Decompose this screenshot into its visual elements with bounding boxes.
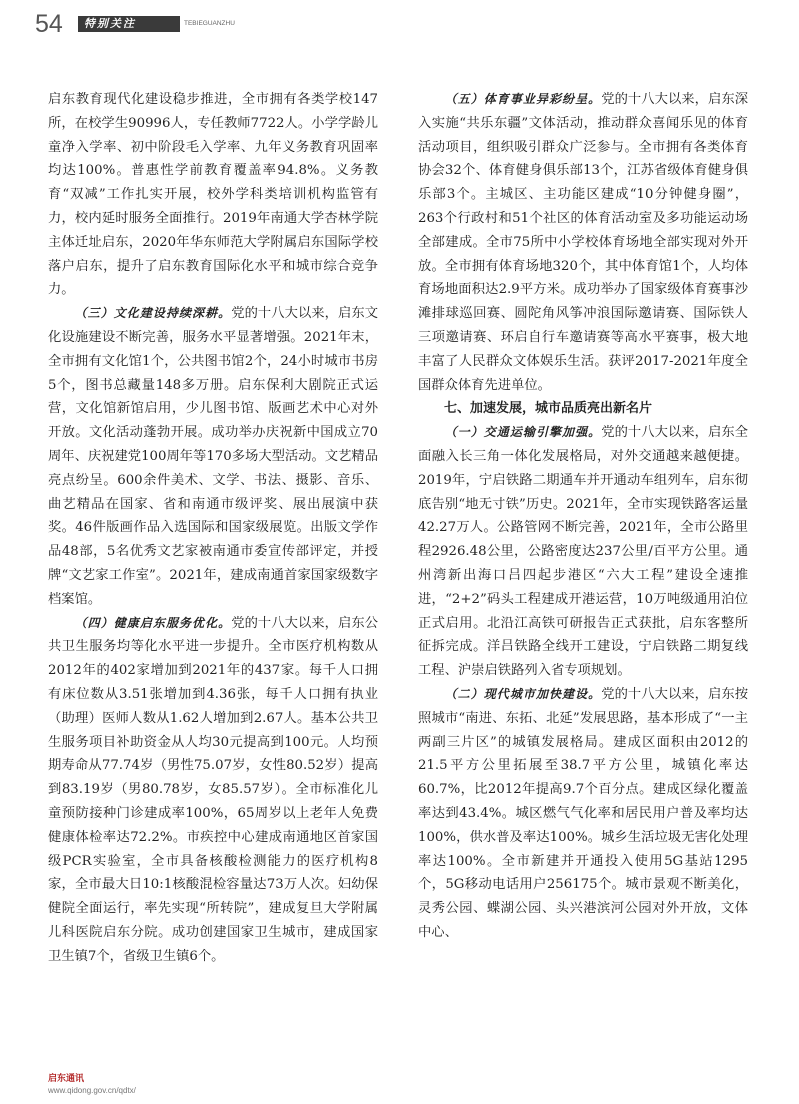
- section-title: 特别关注: [84, 17, 136, 30]
- page-number: 54: [35, 10, 63, 38]
- paragraph-lead: （五）体育事业异彩纷呈。: [444, 92, 602, 106]
- paragraph-transport: [418, 421, 748, 683]
- paragraph-lead: （一）交通运输引擎加强。: [444, 425, 602, 440]
- paragraph-lead: （四）健康启东服务优化。: [74, 615, 232, 630]
- paragraph-culture: [48, 302, 378, 611]
- paragraph-lead: （三）文化建设持续深耕。: [74, 306, 232, 321]
- paragraph-city: [418, 683, 748, 945]
- footer-url[interactable]: www.qidong.gov.cn/qdtx/: [48, 1086, 136, 1095]
- paragraph-lead: （二）现代城市加快建设。: [444, 686, 602, 701]
- right-column: [418, 88, 748, 945]
- paragraph-sports: [418, 88, 748, 397]
- paragraph-body: 党的十八大以来，启东全面融入长三角一体化发展格局，对外交通越来越便捷。2019年，宁启铁路二期通车并开通动车组列车，启东彻底告别“地无寸铁”历史。2021年，全市实现铁路客运量42.27万人。公路管网不断完善，2021年，全市公路里程2926.48公里，公路密度达237公里/百平方公里。通州湾新出海口吕四起步港区“六大工程”建设全速推进，“2+2”码头工程建成开港运营，10万吨级通用泊位正式启用。北沿江高铁可研报告正式获批，启东客整所征拆完成。洋吕铁路全线开工建设，宁启铁路二期复线工程、沪崇启铁路列入省专项规划。: [418, 425, 748, 679]
- paragraph-education: 启东教育现代化建设稳步推进，全市拥有各类学校147所，在校学生90996人，专任教师7722人。小学学龄儿童净入学率、初中阶段毛入学率、九年义务教育巩固率均达100%。普惠性学前教育覆盖率94.8%。义务教育“双减”工作扎实开展，校外学科类培训机构监管有力，校内延时服务全面推行。2019年南通大学杏林学院主体迁址启东，2020年华东师范大学附属启东国际学校落户启东，提升了启东教育国际化水平和城市综合竞争力。: [48, 92, 378, 298]
- page-footer: [48, 1073, 136, 1096]
- paragraph-body: 党的十八大以来，启东按照城市“南进、东拓、北延”发展思路，基本形成了“一主两副三片区”的城镇发展格局。建成区面积由2012的21.5平方公里拓展至38.7平方公里，城镇化率达60.7%，比2012年提高9.7个百分点。建成区绿化覆盖率达到43.4%。城区燃气气化率和居民用户普及率均达100%，供水普及率达100%。城乡生活垃圾无害化处理率达100%。全市新建并开通投入使用5G基站1295个，5G移动电话用户256175个。城市景观不断美化，灵秀公园、蝶湖公园、头兴港滨河公园对外开放，文体中心、: [418, 686, 748, 940]
- paragraph-health: [48, 612, 378, 969]
- page-header: [35, 10, 775, 40]
- section-pinyin: TEBIEGUANZHU: [184, 20, 235, 27]
- left-column: [48, 88, 378, 968]
- paragraph-body: 党的十八大以来，启东公共卫生服务均等化水平进一步提升。全市医疗机构数从2012年的402家增加到2021年的437家。每千人口拥有床位数从3.51张增加到4.36张，每千人口拥有执业（助理）医师人数从1.62人增加到2.67人。基本公共卫生服务项目补助资金从人均30元提高到100元。人均预期寿命从77.74岁（男性75.07岁，女性80.52岁）提高到83.19岁（男80.78岁，女85.57岁）。全市标准化儿童预防接种门诊建成率100%，65周岁以上老年人免费健康体检率达72.2%。市疾控中心建成南通地区首家国级PCR实验室，全市具备核酸检测能力的医疗机构8家，全市最大日10:1核酸混检容量达73万人次。妇幼保健院全面运行，率先实现“所转院”，建成复旦大学附属儿科医院启东分院。成功创建国家卫生城市，建成国家卫生镇7个，省级卫生镇6个。: [48, 615, 378, 964]
- paragraph-body: 党的十八大以来，启东深入实施“共乐东疆”文体活动，推动群众喜闻乐见的体育活动项目，组织吸引群众广泛参与。全市拥有各类体育协会32个、体育健身俱乐部13个，江苏省级体育健身俱乐部3个。主城区、主功能区建成“10分钟健身圈”，263个行政村和51个社区的体育活动室及多功能运动场全部建成。全市75所中小学校体育场地全部实现对外开放。全市拥有体育场地320个，其中体育馆1个，人均体育场地面积达2.9平方米。成功举办了国家级体育赛事沙滩排球巡回赛、圆陀角风筝冲浪国际邀请赛、国际铁人三项邀请赛、环启自行车邀请赛等高水平赛事，极大地丰富了人民群众文体娱乐生活。获评2017-2021年度全国群众体育先进单位。: [418, 92, 748, 393]
- section-heading: 七、加速发展，城市品质亮出新名片: [444, 401, 653, 417]
- paragraph-body: 党的十八大以来，启东文化设施建设不断完善，服务水平显著增强。2021年末，全市拥有文化馆1个，公共图书馆2个，24小时城市书房5个，图书总藏量148多万册。启东保利大剧院正式运营，文化馆新馆启用，少儿图书馆、版画艺术中心对外开放。文化活动蓬勃开展。成功举办庆祝新中国成立70周年、庆祝建党100周年等170多场大型活动。文艺精品亮点纷呈。600余件美术、文学、书法、摄影、音乐、曲艺精品在国家、省和南通市级评奖、展出展演中获奖。46件版画作品入选国际和国家级展览。出版文学作品48部，5名优秀文艺家被南通市委宣传部评定，并授牌“文艺家工作室”。2021年，建成南通首家国家级数字档案馆。: [48, 306, 378, 607]
- footer-brand: 启东通讯: [48, 1074, 85, 1084]
